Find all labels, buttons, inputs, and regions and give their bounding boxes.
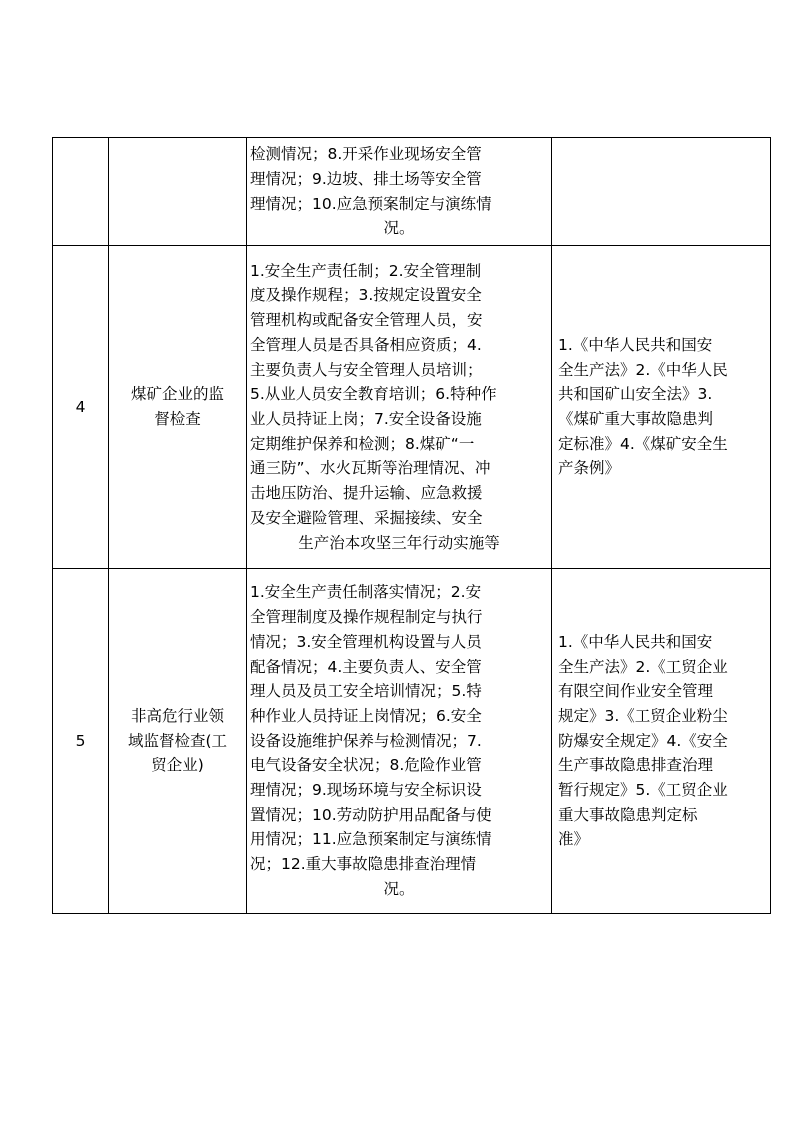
content-line: 情况；3.安全管理机构设置与人员 <box>250 632 482 651</box>
content-line: 理情况；10.应急预案制定与演练情 <box>250 194 492 213</box>
content-line: 检测情况；8.开采作业现场安全管 <box>250 145 482 164</box>
table-row <box>53 246 771 569</box>
content-line: 况；12.重大事故隐患排查治理情 <box>250 855 477 874</box>
item-line: 非高危行业领 <box>130 706 224 725</box>
index-cell <box>53 569 109 914</box>
basis-line: 共和国矿山安全法》3. <box>558 385 713 404</box>
content-line: 设备设施维护保养与检测情况；7. <box>250 731 482 750</box>
basis-line: 准》 <box>558 830 590 849</box>
basis-line: 重大事故隐患判定标 <box>558 805 698 824</box>
content-line: 配备情况；4.主要负责人、安全管 <box>250 657 482 676</box>
item-line: 贸企业) <box>151 756 204 775</box>
content-cell <box>247 138 552 246</box>
item-line: 域监督检查(工 <box>127 731 228 750</box>
content-cell <box>247 246 552 569</box>
content-line: 况。 <box>383 219 415 238</box>
index-cell <box>53 246 109 569</box>
basis-line: 全生产法》2.《中华人民 <box>558 360 728 379</box>
content-line: 度及操作规程；3.按规定设置安全 <box>250 286 482 305</box>
item-cell <box>109 138 247 246</box>
content-line: 1.安全生产责任制；2.安全管理制 <box>250 261 482 280</box>
content-line: 生产治本攻坚三年行动实施等 <box>298 533 500 552</box>
row-index: 4 <box>75 397 86 416</box>
basis-line: 产条例》 <box>558 459 621 478</box>
basis-line: 1.《中华人民共和国安 <box>558 632 713 651</box>
content-line: 况。 <box>383 879 415 898</box>
basis-line: 生产事故隐患排查治理 <box>558 756 714 775</box>
content-cell <box>247 569 552 914</box>
table-row <box>53 138 771 246</box>
content-line: 业人员持证上岗；7.安全设备设施 <box>250 410 482 428</box>
content-line: 通三防”、水火瓦斯等治理情况、冲 <box>250 459 491 478</box>
content-line: 理人员及员工安全培训情况；5.特 <box>250 682 482 701</box>
item-line: 煤矿企业的监 <box>130 385 224 404</box>
content-line: 全管理制度及操作规程制定与执行 <box>250 608 483 627</box>
basis-line: 定标准》4.《煤矿安全生 <box>558 434 728 453</box>
content-line: 主要负责人与安全管理人员培训； <box>250 360 483 379</box>
content-line: 理情况；9.边坡、排土场等安全管 <box>250 169 482 188</box>
item-cell <box>109 569 247 914</box>
content-line: 电气设备安全状况；8.危险作业管 <box>250 756 482 775</box>
content-line: 用情况；11.应急预案制定与演练情 <box>250 830 492 849</box>
basis-cell <box>552 246 771 569</box>
content-line: 定期维护保养和检测；8.煤矿“一 <box>250 434 475 453</box>
item-line: 督检查 <box>154 410 201 428</box>
table-row <box>53 569 771 914</box>
content-line: 理情况；9.现场环境与安全标识设 <box>250 781 482 800</box>
content-line: 击地压防治、提升运输、应急救援 <box>250 484 483 503</box>
basis-cell <box>552 569 771 914</box>
content-line: 种作业人员持证上岗情况；6.安全 <box>250 706 482 725</box>
basis-line: 有限空间作业安全管理 <box>558 682 714 701</box>
content-line: 及安全避险管理、采掘接续、安全 <box>250 508 483 527</box>
row-index: 5 <box>75 731 86 750</box>
basis-line: 暂行规定》5.《工贸企业 <box>558 781 728 800</box>
index-cell <box>53 138 109 246</box>
content-line: 1.安全生产责任制落实情况；2.安 <box>250 583 482 602</box>
content-line: 置情况；10.劳动防护用品配备与使 <box>250 805 492 824</box>
basis-line: 规定》3.《工贸企业粉尘 <box>558 706 728 725</box>
basis-line: 全生产法》2.《工贸企业 <box>558 657 728 676</box>
basis-line: 1.《中华人民共和国安 <box>558 335 713 354</box>
basis-line: 《煤矿重大事故隐患判 <box>558 410 714 428</box>
basis-line: 防爆安全规定》4.《安全 <box>558 731 728 750</box>
content-line: 管理机构或配备安全管理人员，安 <box>250 311 483 330</box>
inspection-table <box>52 137 771 914</box>
content-line: 全管理人员是否具备相应资质；4. <box>250 335 482 354</box>
basis-cell <box>552 138 771 246</box>
content-line: 5.从业人员安全教育培训；6.特种作 <box>250 385 497 404</box>
item-cell <box>109 246 247 569</box>
